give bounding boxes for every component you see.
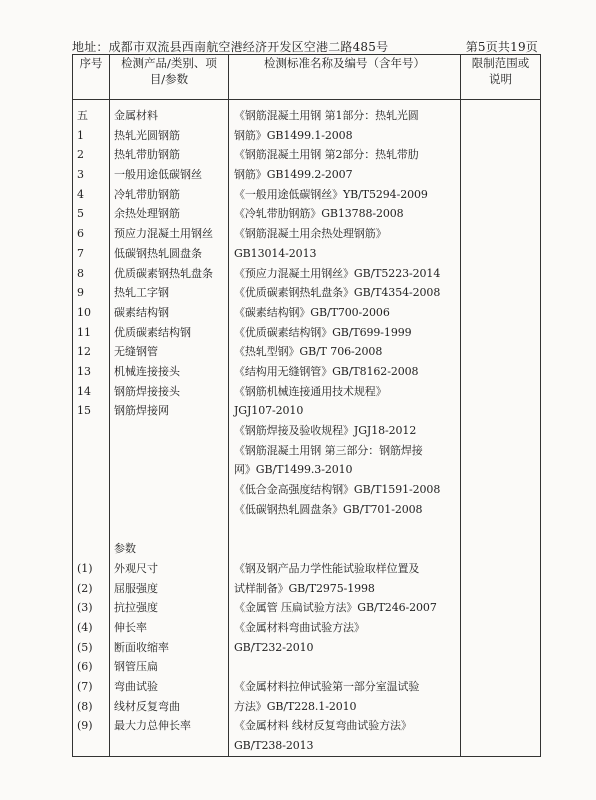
row-product: 热轧带肋钢筋 xyxy=(114,148,180,162)
row-no: (7) xyxy=(77,679,93,693)
row-product: 抗拉强度 xyxy=(114,601,158,615)
header-limit-label: 限制范围或说明 xyxy=(471,56,530,86)
row-no: 2 xyxy=(77,148,84,162)
column-no xyxy=(73,100,110,757)
row-standard: 《优质碳素结构钢》GB/T699-1999 xyxy=(234,325,412,339)
row-no xyxy=(73,421,109,441)
row-no xyxy=(73,500,109,520)
row-no: 12 xyxy=(77,345,91,359)
row-standard: 《金属管 压扁试验方法》GB/T246-2007 xyxy=(234,601,437,615)
row-no: 5 xyxy=(77,207,84,221)
row-no: 3 xyxy=(77,168,84,182)
row-standard: 《金属材料 线材反复弯曲试验方法》 xyxy=(234,719,412,733)
row-no: 13 xyxy=(77,364,91,378)
row-no: 五 xyxy=(77,109,88,122)
row-no: (8) xyxy=(77,699,93,713)
row-product: 金属材料 xyxy=(114,109,158,122)
row-standard: 《金属材料拉伸试验第一部分室温试验 xyxy=(234,679,420,693)
row-no: (3) xyxy=(77,601,93,615)
row-standard: 《低合金高强度结构钢》GB/T1591-2008 xyxy=(234,483,441,497)
page-number: 第5页共19页 xyxy=(465,40,538,54)
table-body-row xyxy=(73,100,541,757)
row-product: 最大力总伸长率 xyxy=(114,719,191,733)
row-standard xyxy=(229,539,460,559)
row-standard: JGJ107-2010 xyxy=(234,404,304,418)
row-product: 冷轧带肋钢筋 xyxy=(114,187,180,201)
row-no: 11 xyxy=(77,325,91,339)
header-product xyxy=(110,55,229,100)
row-product: 热轧光圆钢筋 xyxy=(114,128,180,142)
row-product: 线材反复弯曲 xyxy=(114,699,180,713)
row-standard: 《钢筋机械连接通用技术规程》 xyxy=(234,384,387,398)
row-product: 钢筋焊接接头 xyxy=(114,384,180,398)
column-product xyxy=(110,100,229,757)
row-no: 8 xyxy=(77,266,84,280)
row-no: (2) xyxy=(77,581,93,595)
row-standard: 《预应力混凝土用钢丝》GB/T5223-2014 xyxy=(234,266,441,280)
row-no xyxy=(73,480,109,500)
row-standard: 《结构用无缝钢管》GB/T8162-2008 xyxy=(234,364,419,378)
row-standard: 《低碳钢热轧圆盘条》GB/T701-2008 xyxy=(234,502,423,516)
row-product: 优质碳素钢热轧盘条 xyxy=(114,266,213,280)
header-no: 序号 xyxy=(73,55,110,100)
row-standard: 《一般用途低碳钢丝》YB/T5294-2009 xyxy=(234,187,428,201)
header-standard: 检测标准名称及编号（含年号） xyxy=(229,55,461,100)
row-standard: 钢筋》GB1499.2-2007 xyxy=(234,168,353,182)
row-standard: 《优质碳素钢热轧盘条》GB/T4354-2008 xyxy=(234,286,441,300)
row-no: (5) xyxy=(77,640,93,654)
row-product xyxy=(110,480,228,500)
row-no xyxy=(73,539,109,559)
row-product: 无缝钢管 xyxy=(114,345,158,359)
row-standard: 《钢筋混凝土用余热处理钢筋》 xyxy=(234,227,387,241)
row-no: 15 xyxy=(77,404,91,418)
row-standard: 《钢筋焊接及验收规程》JGJ18-2012 xyxy=(234,424,417,437)
row-product xyxy=(110,519,228,539)
row-standard: 《热轧型钢》GB/T 706-2008 xyxy=(234,345,383,359)
row-standard: 《钢筋混凝土用钢 第三部分：钢筋焊接 xyxy=(234,443,423,457)
row-standard xyxy=(229,657,460,677)
row-standard: 方法》GB/T228.1-2010 xyxy=(234,699,357,713)
header-limit xyxy=(461,55,541,100)
row-product: 优质碳素结构钢 xyxy=(114,325,191,339)
row-product: 预应力混凝土用钢丝 xyxy=(114,227,213,241)
row-standard: GB/T232-2010 xyxy=(234,640,314,654)
row-product: 弯曲试验 xyxy=(114,679,158,693)
row-product: 断面收缩率 xyxy=(114,640,169,654)
row-product: 一般用途低碳钢丝 xyxy=(114,168,202,182)
row-no: 14 xyxy=(77,384,91,398)
row-no: 1 xyxy=(77,128,84,142)
row-standard: GB/T238-2013 xyxy=(234,739,314,752)
row-product: 热轧工字钢 xyxy=(114,286,169,300)
row-standard: 《冷轧带肋钢筋》GB13788-2008 xyxy=(234,207,404,221)
row-product: 低碳钢热轧圆盘条 xyxy=(114,246,202,260)
row-product: 伸长率 xyxy=(114,620,147,634)
row-product: 屈服强度 xyxy=(114,581,158,595)
table-header-row xyxy=(73,55,541,100)
row-no: 9 xyxy=(77,286,84,300)
row-product: 余热处理钢筋 xyxy=(114,207,180,221)
row-standard: GB13014-2013 xyxy=(234,246,317,260)
row-product: 机械连接接头 xyxy=(114,364,180,378)
row-no xyxy=(73,519,109,539)
row-no: 7 xyxy=(77,246,84,260)
row-product: 钢筋焊接网 xyxy=(114,404,169,418)
row-standard: 《钢筋混凝土用钢 第2部分：热轧带肋 xyxy=(234,148,419,162)
row-no xyxy=(73,441,109,461)
column-limit xyxy=(461,100,541,757)
row-product: 钢管压扁 xyxy=(114,660,158,674)
column-standard xyxy=(229,100,461,757)
row-standard: 《金属材料弯曲试验方法》 xyxy=(234,620,365,634)
row-no: 10 xyxy=(77,305,91,319)
row-no: 6 xyxy=(77,227,84,241)
row-product: 碳素结构钢 xyxy=(114,305,169,319)
row-standard xyxy=(229,519,460,539)
row-standard: 网》GB/T1499.3-2010 xyxy=(234,463,353,477)
row-product: 参数 xyxy=(114,542,136,556)
row-standard: 《碳素结构钢》GB/T700-2006 xyxy=(234,305,390,319)
row-standard: 《钢及钢产品力学性能试验取样位置及 xyxy=(234,561,420,575)
row-product xyxy=(110,500,228,520)
lab-address: 地址：成都市双流县西南航空港经济开发区空港二路485号 xyxy=(72,40,389,54)
header-product-label: 检测产品/类别、项目/参数 xyxy=(121,56,217,86)
row-product xyxy=(110,421,228,441)
row-product xyxy=(110,460,228,480)
page-header xyxy=(72,38,538,54)
row-no xyxy=(73,460,109,480)
row-product: 外观尺寸 xyxy=(114,561,158,575)
row-no: (4) xyxy=(77,620,93,634)
row-standard: 试样制备》GB/T2975-1998 xyxy=(234,581,375,595)
row-standard: 《钢筋混凝土用钢 第1部分：热轧光圆 xyxy=(234,109,419,122)
row-no: (6) xyxy=(77,660,93,674)
scope-table xyxy=(72,54,541,757)
row-no: (9) xyxy=(77,719,93,733)
row-product xyxy=(110,441,228,461)
row-no: (1) xyxy=(77,561,93,575)
row-no: 4 xyxy=(77,187,84,201)
row-standard: 钢筋》GB1499.1-2008 xyxy=(234,128,353,142)
